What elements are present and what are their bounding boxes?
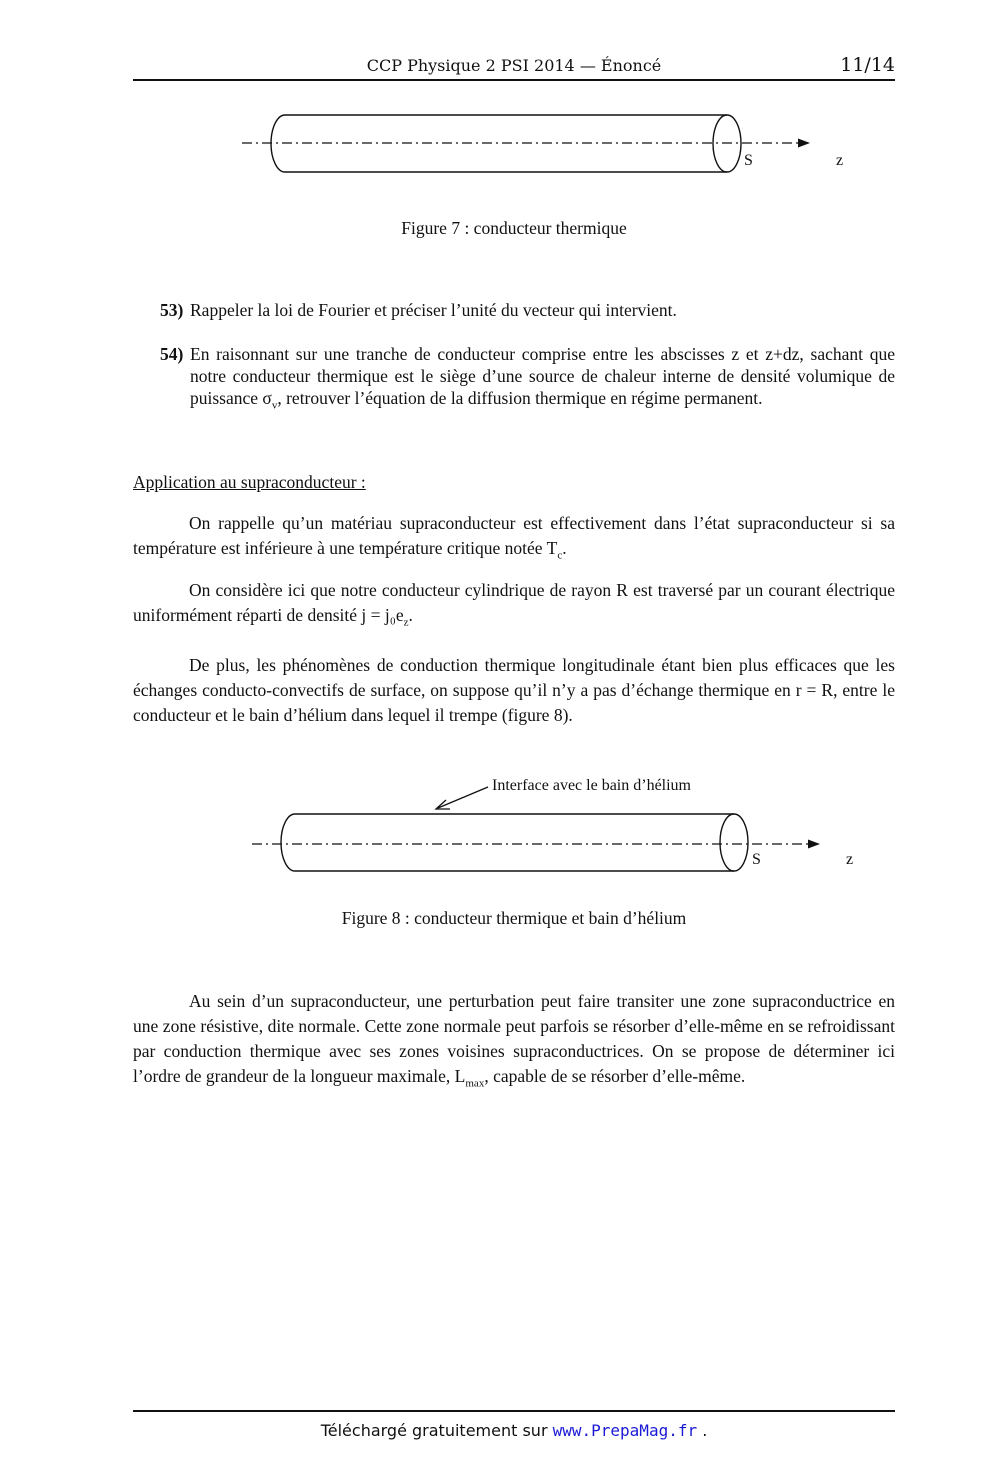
paragraph-text: . bbox=[562, 538, 567, 558]
subscript: z bbox=[403, 616, 409, 629]
question-text-part: , retrouver l’équation de la diffusion thermique en régime permanent. bbox=[277, 388, 763, 408]
axis-arrowhead bbox=[798, 139, 810, 148]
paragraph-text: Au sein d’un supraconducteur, une perturbation peut faire transiter une zone supraconductrice en une zone résistive, dite normale. Cette zone normale peut parfois se résorber d’elle-même en se refroidissant par conduction thermique avec ses zones voisines supraconductrices. On se propose de déterminer ici l’ordre de grandeur de la longueur maximale, L bbox=[133, 991, 895, 1086]
page-number: 11/14 bbox=[840, 54, 895, 76]
section-title: Application au supraconducteur : bbox=[133, 472, 366, 492]
axis-arrowhead bbox=[808, 840, 820, 849]
question-number: 54) bbox=[160, 344, 184, 364]
subscript: max bbox=[465, 1077, 485, 1090]
page-header bbox=[133, 54, 895, 80]
footer-text: Téléchargé gratuitement sur bbox=[320, 1421, 553, 1440]
figure-8-diagram bbox=[240, 770, 880, 885]
label-z: z bbox=[836, 152, 844, 169]
label-s: S bbox=[752, 851, 761, 868]
page-footer bbox=[133, 1421, 895, 1440]
cylinder-section-s bbox=[720, 814, 748, 871]
header-title: CCP Physique 2 PSI 2014 — Énoncé bbox=[366, 56, 662, 75]
footer-link[interactable]: www.PrepaMag.fr bbox=[552, 1421, 698, 1440]
question-text-part: En raisonnant sur une tranche de conducteur comprise entre les abscisses z et z+dz, sachant que notre conducteur thermique est le siège d’une source de chaleur interne de densité volumique de puissance σ bbox=[190, 344, 895, 408]
paragraph-text: On rappelle qu’un matériau supraconducteur est effectivement dans l’état supraconducteur si sa température est inférieure à une température critique notée T bbox=[133, 513, 895, 558]
paragraph-current-density bbox=[133, 578, 895, 636]
paragraph-normal-zone bbox=[133, 989, 895, 1097]
question-text bbox=[190, 343, 895, 417]
footer-text-end: . bbox=[697, 1421, 708, 1440]
paragraph-no-exchange: De plus, les phénomènes de conduction thermique longitudinale étant bien plus efficaces que les échanges conducto-convectifs de surface, on suppose qu’il n’y a pas d’échange thermique en r = R, entre le conducteur et le bain d’hélium dans lequel il trempe (figure 8). bbox=[133, 655, 895, 725]
cylinder-body bbox=[295, 814, 734, 871]
paragraph-critical-temperature bbox=[133, 511, 895, 569]
question-text: Rappeler la loi de Fourier et préciser l’unité du vecteur qui intervient. bbox=[190, 300, 677, 320]
label-z: z bbox=[846, 851, 854, 868]
formula-text: j = j₀e bbox=[361, 605, 404, 625]
paragraph-text: On considère ici que notre conducteur cylindrique de rayon R est traversé par un courant électrique uniformément réparti de densité bbox=[133, 580, 895, 625]
figure-8-caption: Figure 8 : conducteur thermique et bain d’hélium bbox=[341, 908, 687, 928]
header-rule bbox=[133, 79, 895, 81]
footer-rule bbox=[133, 1410, 895, 1412]
subscript: v bbox=[271, 399, 278, 412]
label-s: S bbox=[744, 152, 753, 169]
figure-7-diagram bbox=[230, 105, 870, 185]
paragraph-text: , capable de se résorber d’elle-même. bbox=[484, 1066, 746, 1086]
annotation-arrow bbox=[438, 787, 488, 808]
cylinder-back-edge bbox=[281, 814, 295, 871]
question-54 bbox=[160, 343, 895, 417]
paragraph-text: . bbox=[408, 605, 413, 625]
current-density-formula bbox=[361, 605, 409, 629]
annotation-helium-interface: Interface avec le bain d’hélium bbox=[492, 777, 691, 794]
subscript: c bbox=[557, 549, 563, 562]
figure-7-caption: Figure 7 : conducteur thermique bbox=[401, 218, 627, 238]
question-53 bbox=[160, 299, 895, 321]
question-number: 53) bbox=[160, 300, 184, 320]
